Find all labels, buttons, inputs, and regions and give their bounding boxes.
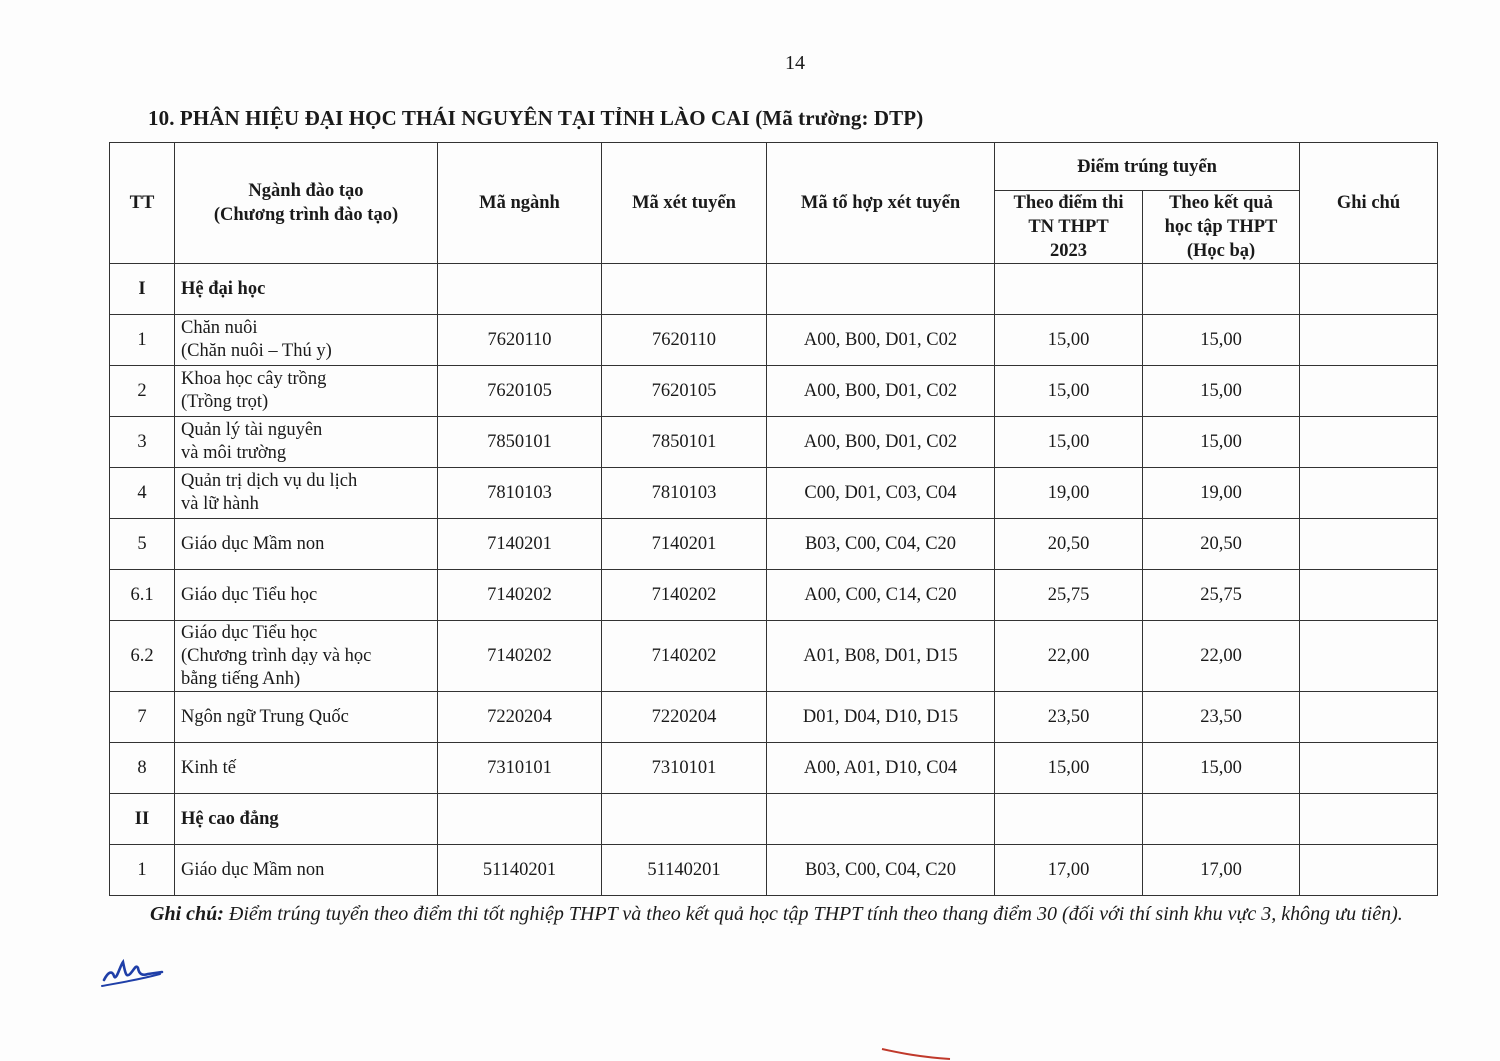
row-admission-code: 7810103: [602, 468, 767, 519]
section-name: Hệ đại học: [175, 264, 438, 315]
header-program: [175, 143, 438, 264]
row-major-code: 7310101: [438, 743, 602, 794]
row-note: [1300, 621, 1438, 692]
row-note: [1300, 570, 1438, 621]
row-score-record: 25,75: [1143, 570, 1300, 621]
row-score-exam: 23,50: [995, 692, 1143, 743]
empty-cell: [438, 264, 602, 315]
row-major-code: 7220204: [438, 692, 602, 743]
row-tt: 4: [110, 468, 175, 519]
signature-initials: [98, 950, 168, 992]
program-line1: Giáo dục Mầm non: [181, 533, 325, 554]
table-row: [110, 519, 1438, 570]
row-program: [175, 845, 438, 896]
program-line1: Khoa học cây trồng: [181, 369, 327, 389]
program-line1: Quản lý tài nguyên: [181, 420, 323, 440]
header-program-line1: Ngành đào tạo: [248, 181, 364, 201]
row-subject-group: A00, C00, C14, C20: [767, 570, 995, 621]
row-program: [175, 366, 438, 417]
header-score-exam-line2: TN THPT: [1028, 217, 1109, 237]
program-line1: Giáo dục Tiểu học: [181, 584, 318, 605]
empty-cell: [602, 264, 767, 315]
row-subject-group: D01, D04, D10, D15: [767, 692, 995, 743]
program-line2: (Chương trình dạy và học: [181, 645, 372, 666]
row-subject-group: A00, A01, D10, C04: [767, 743, 995, 794]
header-score-record-line2: học tập THPT: [1164, 217, 1278, 237]
header-major-code: Mã ngành: [438, 143, 602, 264]
row-note: [1300, 417, 1438, 468]
header-score-group: Điểm trúng tuyển: [995, 143, 1300, 191]
table-row: [110, 845, 1438, 896]
table-row: [110, 468, 1438, 519]
table-row: [110, 743, 1438, 794]
row-note: [1300, 692, 1438, 743]
row-note: [1300, 519, 1438, 570]
header-subject-group: Mã tổ hợp xét tuyển: [767, 143, 995, 264]
row-score-exam: 22,00: [995, 621, 1143, 692]
program-line1: Quản trị dịch vụ du lịch: [181, 471, 358, 491]
row-tt: 6.1: [110, 570, 175, 621]
stamp-edge-mark: [880, 1045, 960, 1061]
row-note: [1300, 468, 1438, 519]
header-admission-code: Mã xét tuyển: [602, 143, 767, 264]
row-admission-code: 7140202: [602, 621, 767, 692]
empty-cell: [1143, 264, 1300, 315]
row-admission-code: 7140202: [602, 570, 767, 621]
header-score-record: [1143, 191, 1300, 264]
row-admission-code: 51140201: [602, 845, 767, 896]
program-line1: Giáo dục Tiểu học: [181, 622, 318, 643]
program-line3: bằng tiếng Anh): [181, 668, 301, 689]
row-note: [1300, 743, 1438, 794]
program-line1: Kinh tế: [181, 757, 236, 778]
row-score-exam: 15,00: [995, 315, 1143, 366]
row-major-code: 7140202: [438, 570, 602, 621]
row-program: [175, 692, 438, 743]
section-tt: I: [110, 264, 175, 315]
row-subject-group: A00, B00, D01, C02: [767, 417, 995, 468]
row-score-record: 15,00: [1143, 743, 1300, 794]
table-row: [110, 692, 1438, 743]
footnote-label: Ghi chú:: [150, 903, 224, 925]
row-score-record: 17,00: [1143, 845, 1300, 896]
program-line1: Giáo dục Mầm non: [181, 859, 325, 880]
row-major-code: 51140201: [438, 845, 602, 896]
row-program: [175, 519, 438, 570]
row-subject-group: B03, C00, C04, C20: [767, 845, 995, 896]
row-score-record: 22,00: [1143, 621, 1300, 692]
row-note: [1300, 366, 1438, 417]
row-score-exam: 25,75: [995, 570, 1143, 621]
row-major-code: 7850101: [438, 417, 602, 468]
header-score-record-line3: (Học bạ): [1186, 241, 1256, 261]
row-score-exam: 19,00: [995, 468, 1143, 519]
row-score-record: 15,00: [1143, 366, 1300, 417]
row-score-exam: 17,00: [995, 845, 1143, 896]
row-score-record: 15,00: [1143, 315, 1300, 366]
row-program: [175, 743, 438, 794]
row-score-record: 15,00: [1143, 417, 1300, 468]
section-name: Hệ cao đẳng: [175, 794, 438, 845]
empty-cell: [1300, 794, 1438, 845]
program-line2: (Chăn nuôi – Thú y): [181, 341, 332, 361]
page-number: 14: [785, 52, 805, 74]
empty-cell: [995, 264, 1143, 315]
row-subject-group: C00, D01, C03, C04: [767, 468, 995, 519]
row-score-exam: 15,00: [995, 743, 1143, 794]
table-row: [110, 621, 1438, 692]
table-row: [110, 315, 1438, 366]
table-row: [110, 570, 1438, 621]
row-tt: 2: [110, 366, 175, 417]
row-admission-code: 7140201: [602, 519, 767, 570]
row-major-code: 7620105: [438, 366, 602, 417]
row-score-record: 23,50: [1143, 692, 1300, 743]
row-tt: 6.2: [110, 621, 175, 692]
row-tt: 7: [110, 692, 175, 743]
row-score-exam: 20,50: [995, 519, 1143, 570]
row-program: [175, 621, 438, 692]
row-admission-code: 7620110: [602, 315, 767, 366]
empty-cell: [767, 264, 995, 315]
row-admission-code: 7850101: [602, 417, 767, 468]
section-title: 10. PHÂN HIỆU ĐẠI HỌC THÁI NGUYÊN TẠI TỈNH LÀO CAI (Mã trường: DTP): [148, 106, 924, 130]
row-program: [175, 468, 438, 519]
row-program: [175, 417, 438, 468]
row-subject-group: A00, B00, D01, C02: [767, 315, 995, 366]
program-line1: Chăn nuôi: [181, 318, 258, 338]
footnote: [150, 900, 1455, 928]
footnote-text: Điểm trúng tuyển theo điểm thi tốt nghiệp THPT và theo kết quả học tập THPT tính theo thang điểm 30 (đối với thí sinh khu vực 3, không ưu tiên).: [223, 903, 1403, 925]
row-admission-code: 7310101: [602, 743, 767, 794]
table-body: [110, 264, 1438, 896]
row-major-code: 7140202: [438, 621, 602, 692]
table-row: [110, 417, 1438, 468]
row-subject-group: A00, B00, D01, C02: [767, 366, 995, 417]
row-tt: 3: [110, 417, 175, 468]
row-admission-code: 7620105: [602, 366, 767, 417]
row-tt: 5: [110, 519, 175, 570]
empty-cell: [602, 794, 767, 845]
row-note: [1300, 845, 1438, 896]
admissions-table: [109, 142, 1438, 896]
header-score-exam-line3: 2023: [1050, 241, 1087, 261]
row-score-exam: 15,00: [995, 366, 1143, 417]
program-line1: Ngôn ngữ Trung Quốc: [181, 706, 349, 727]
section-tt: II: [110, 794, 175, 845]
section-row: [110, 794, 1438, 845]
row-note: [1300, 315, 1438, 366]
program-line2: và môi trường: [181, 443, 287, 463]
header-note: Ghi chú: [1300, 143, 1438, 264]
program-line2: và lữ hành: [181, 494, 259, 514]
row-program: [175, 570, 438, 621]
section-row: [110, 264, 1438, 315]
program-line2: (Trồng trọt): [181, 392, 269, 412]
row-admission-code: 7220204: [602, 692, 767, 743]
row-major-code: 7620110: [438, 315, 602, 366]
empty-cell: [995, 794, 1143, 845]
empty-cell: [767, 794, 995, 845]
header-score-exam: [995, 191, 1143, 264]
row-score-record: 20,50: [1143, 519, 1300, 570]
row-score-record: 19,00: [1143, 468, 1300, 519]
row-major-code: 7140201: [438, 519, 602, 570]
empty-cell: [438, 794, 602, 845]
header-score-exam-line1: Theo điểm thi: [1013, 193, 1124, 213]
row-tt: 1: [110, 315, 175, 366]
empty-cell: [1300, 264, 1438, 315]
row-tt: 1: [110, 845, 175, 896]
row-program: [175, 315, 438, 366]
header-program-line2: (Chương trình đào tạo): [213, 205, 399, 225]
row-score-exam: 15,00: [995, 417, 1143, 468]
row-tt: 8: [110, 743, 175, 794]
row-subject-group: A01, B08, D01, D15: [767, 621, 995, 692]
empty-cell: [1143, 794, 1300, 845]
header-score-record-line1: Theo kết quả: [1169, 193, 1273, 213]
row-major-code: 7810103: [438, 468, 602, 519]
table-row: [110, 366, 1438, 417]
row-subject-group: B03, C00, C04, C20: [767, 519, 995, 570]
header-tt: TT: [110, 143, 175, 264]
